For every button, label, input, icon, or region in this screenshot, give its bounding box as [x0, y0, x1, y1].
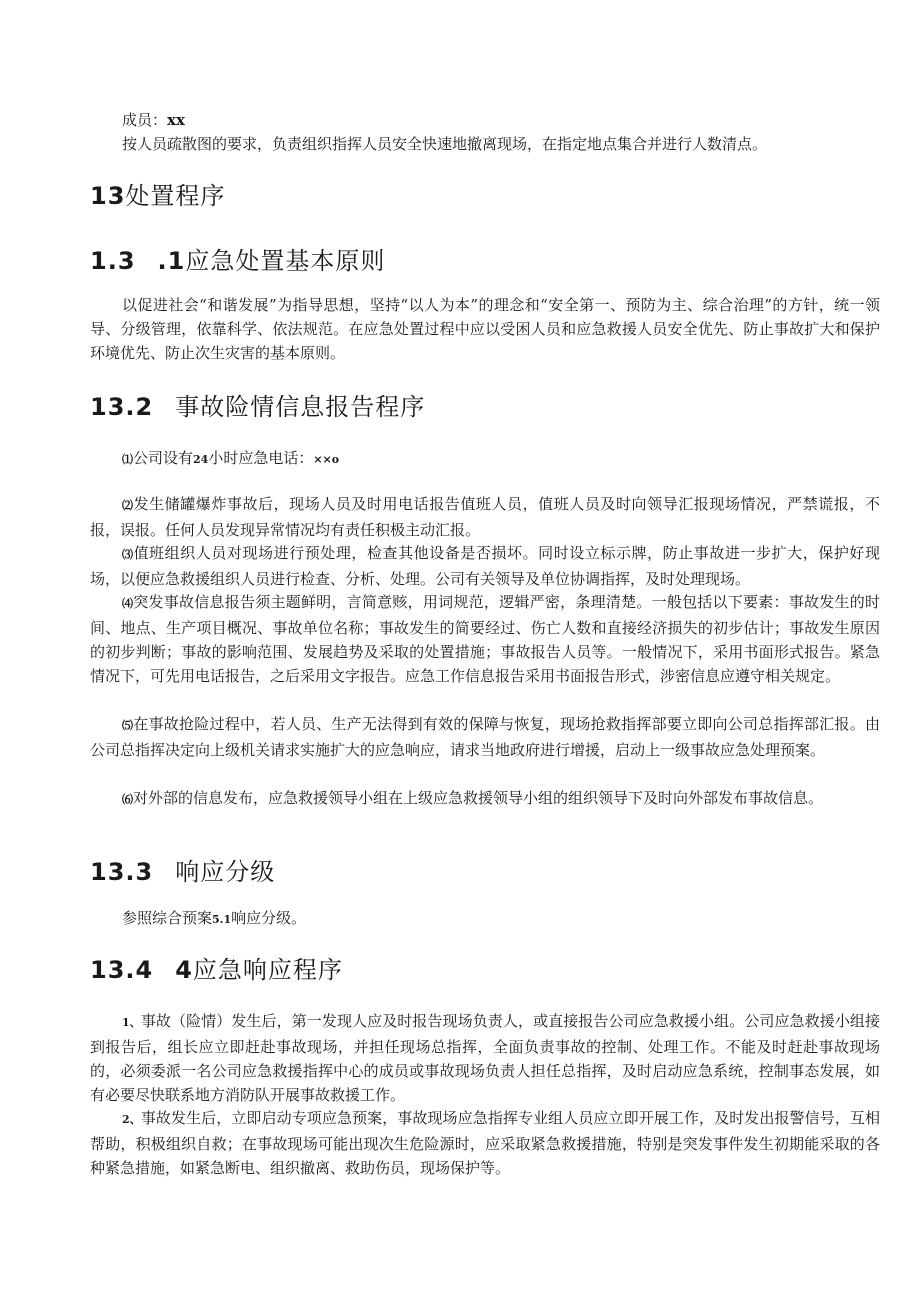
evacuation-paragraph: 按人员疏散图的要求，负责组织指挥人员安全快速地撤离现场，在指定地点集合并进行人数清点。: [122, 135, 768, 153]
item-marker: ⑵: [122, 499, 134, 512]
section-number: 13: [90, 182, 126, 210]
item-number: 24: [193, 453, 209, 466]
item-marker: ⑴: [122, 453, 133, 466]
section-subnumber: 4: [175, 956, 193, 984]
section-number: 1.3: [90, 247, 136, 275]
section-number: 13.4: [90, 956, 154, 984]
item-text: 发生储罐爆炸事故后，现场人员及时用电话报告值班人员，值班人员及时向领导汇报现场情况，严禁谎报，不报，误报。任何人员发现异常情况均有责任积极主动汇报。: [90, 495, 880, 539]
report-item-5: [90, 712, 880, 762]
members-line: [90, 108, 880, 132]
item-text: 事故（险情）发生后，第一发现人应及时报告现场负责人，或直接报告公司应急救援小组。公司应急救援小组接到报告后，组长应立即赶赴事故现场，并担任现场总指挥，全面负责事故的控制、处理工作。不能及时赶赴事故现场的，必须委派一名公司应急救援指挥中心的成员或事故现场负责人担任总指挥，及时启动应急系统，控制事态发展，如有必要尽快联系地方消防队开展事故救援工作。: [90, 1012, 880, 1104]
response-item-1: [90, 1009, 880, 1107]
item-text: 小时应急电话：: [208, 449, 314, 467]
item-marker: 1、: [122, 1016, 141, 1029]
section-subnumber: .1: [157, 247, 186, 275]
section-title: 响应分级: [175, 858, 276, 886]
item-text: 公司设有: [133, 449, 194, 467]
item-text: 突发事故信息报告须主题鲜明，言简意赅，用词规范，逻辑严密，条理清楚。一般包括以下要素：事故发生的时间、地点、生产项目概况、事故单位名称；事故发生的简要经过、伤亡人数和直接经济损失的初步估计；事故发生原因的初步判断；事故的影响范围、发展趋势及采取的处置措施；事故报告人员等。一般情况下，采用书面形式报告。紧急情况下，可先用电话报告，之后采用文字报告。应急工作信息报告采用书面报告形式，涉密信息应遵守相关规定。: [90, 593, 880, 685]
item-marker: ⑶: [122, 548, 134, 561]
item-text: 对外部的信息发布，应急救援领导小组在上级应急救援领导小组的组织领导下及时向外部发布事故信息。: [133, 789, 824, 807]
level-number: 5.1: [212, 913, 232, 926]
section-title: 应急处置基本原则: [185, 247, 386, 275]
level-text: 参照综合预案: [122, 909, 213, 927]
report-item-2: [90, 492, 880, 542]
report-item-6: [90, 786, 880, 812]
report-item-4: [90, 590, 880, 688]
principle-paragraph: 以促进社会“和谐发展”为指导思想，坚持“以人为本”的理念和“安全第一、预防为主、综合治理”的方针，统一领导、分级管理，依靠科学、依法规范。在应急处置过程中应以受困人员和应急救援人员安全优先、防止事故扩大和保护环境优先、防止次生灾害的基本原则。: [90, 296, 880, 362]
level-paragraph: [90, 906, 880, 932]
report-item-1: [90, 446, 880, 472]
item-text: 值班组织人员对现场进行预处理，检查其他设备是否损坏。同时设立标示牌，防止事故进一步扩大，保护好现场，以便应急救援组织人员进行检查、分析、处理。公司有关领导及单位协调指挥，及时处理现场。: [90, 544, 880, 588]
section-title: 处置程序: [125, 182, 226, 210]
response-item-2: [90, 1106, 880, 1180]
item-text: 事故发生后，立即启动专项应急预案，事故现场应急指挥专业组人员应立即开展工作，及时发出报警信号，互相帮助，积极组织自救；在事故现场可能出现次生危险源时，应采取紧急救援措施，特别是突发事件发生初期能采取的各种紧急措施，如紧急断电、组织撤离、救助伤员，现场保护等。: [90, 1109, 880, 1177]
section-13-2-heading: [90, 392, 880, 422]
section-13-1-heading: [90, 246, 880, 276]
level-text: 响应分级。: [231, 909, 307, 927]
section-title: 应急响应程序: [192, 956, 343, 984]
section-number: 13.3: [90, 858, 154, 886]
members-value: xx: [167, 111, 185, 129]
section-13-4-heading: [90, 955, 880, 985]
item-text: 在事故抢险过程中，若人员、生产无法得到有效的保障与恢复，现场抢救指挥部要立即向公司总指挥部汇报。由公司总指挥决定向上级机关请求实施扩大的应急响应，请求当地政府进行增援，启动上一级事故应急处理预案。: [90, 715, 880, 759]
section-title: 事故险情信息报告程序: [175, 393, 426, 421]
section-number: 13.2: [90, 393, 154, 421]
item-marker: ⑸: [122, 719, 134, 732]
members-label: 成员：: [122, 111, 168, 129]
item-marker: ⑹: [122, 793, 133, 806]
item-marker: 2、: [122, 1113, 141, 1126]
item-phone: ××o: [313, 453, 340, 466]
item-marker: ⑷: [122, 597, 134, 610]
section-13-heading: [90, 181, 880, 211]
section-13-3-heading: [90, 857, 880, 887]
report-item-3: [90, 541, 880, 591]
